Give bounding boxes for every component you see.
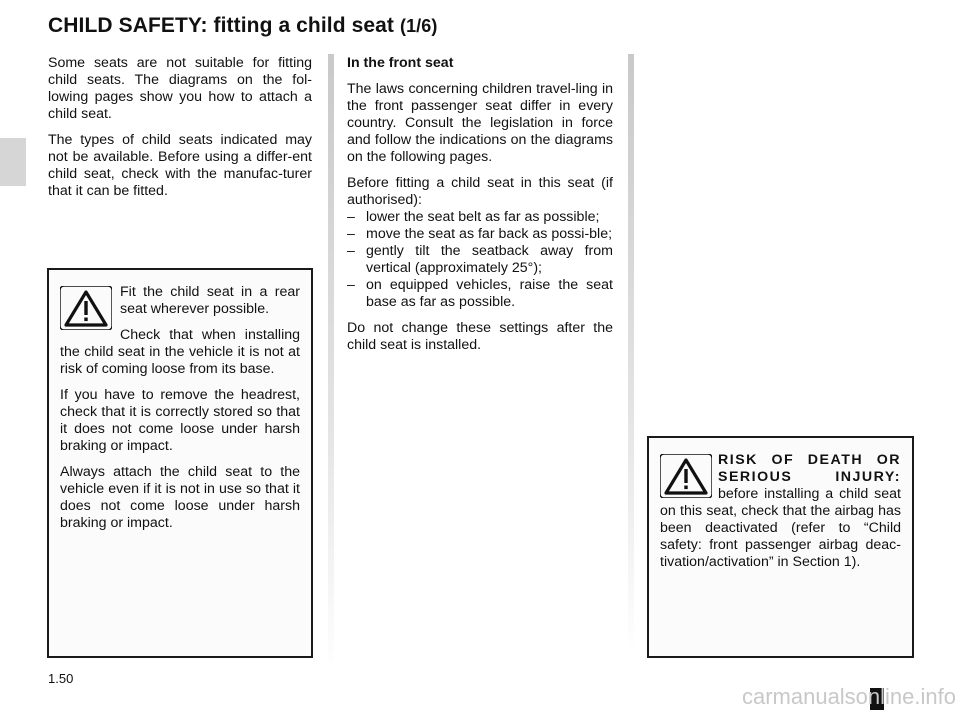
column-divider-right [628,54,634,654]
intro-paragraph: The types of child seats indicated may not be available. Before using a differ-ent child seat, check with the manufac-turer that it can be fitted. [48,132,312,199]
warning-box-airbag [647,436,914,658]
instruction-list [347,209,613,311]
section-subheading: In the front seat [347,55,454,71]
warning-box-rear-seat [47,268,313,658]
front-seat-column [347,55,613,363]
page-part-indicator: (1/6) [399,16,438,36]
page-title-text: CHILD SAFETY: fitting a child seat [48,14,395,37]
section-side-tab [0,138,26,186]
list-item: – lower the seat belt as far as possible; [347,209,613,226]
page-title [48,14,437,38]
warning-paragraph: Fit the child seat in a rear seat wherever possible. [120,284,300,317]
page-number: 1.50 [48,671,74,686]
warning-triangle-icon [60,286,112,330]
watermark: carmanualsonline.info [741,684,956,709]
front-seat-paragraph: Before fitting a child seat in this seat (if authorised): [347,175,613,208]
warning-triangle-icon [660,454,712,498]
warning-paragraph: Always attach the child seat to the vehicle even if it is not in use so that it does not come loose under harsh braking or impact. [60,464,300,531]
list-item: – move the seat as far back as possi-ble; [347,226,613,243]
warning-text: before installing a child seat on this seat, check that the airbag has been deactivated (refer to “Child safety: front passenger airbag deac-tivation/activation” in Section 1). [660,486,901,570]
list-item: – gently tilt the seatback away from vertical (approximately 25°); [347,243,613,277]
front-seat-paragraph: The laws concerning children travel-ling in the front passenger seat differ in every country. Consult the legislation in force and follow the indications on the diagrams on the following pages. [347,81,613,165]
list-item: – on equipped vehicles, raise the seat base as far as possible. [347,277,613,311]
intro-paragraph: Some seats are not suitable for fitting child seats. The diagrams on the fol-lowing pages show you how to attach a child seat. [48,55,312,122]
front-seat-paragraph: Do not change these settings after the child seat is installed. [347,320,613,353]
intro-column [48,55,312,209]
risk-label: RISK OF DEATH OR SERIOUS INJURY: [718,452,901,485]
warning-paragraph: Check that when installing the child seat in the vehicle it is not at risk of coming loose from its base. [60,327,300,377]
column-divider-left [328,54,334,674]
warning-paragraph: If you have to remove the headrest, check that it is correctly stored so that it does not come loose under harsh braking or impact. [60,387,300,454]
